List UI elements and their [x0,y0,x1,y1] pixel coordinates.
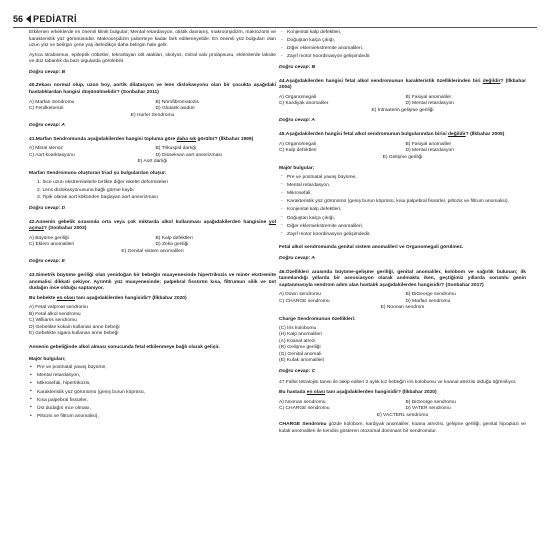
list-item: (R) Gelişme geriliği [279,345,321,351]
option: B) Kalp defektleri [155,235,193,241]
arrow-left-icon [26,15,31,23]
note-45: Fetal alkol sendromunda genital sistem anomalileri ve Organomegali görülmez. [279,245,464,251]
findings-list [29,365,276,421]
header-divider [13,27,537,28]
option: D) Disseksan aort anevrizması [155,152,223,158]
question-42: 42.Annenin gebelik sırasında orta veya çok miktarda alkol kullanması aşağıdakilerden hangisine yol açmaz? (Sonbahar 2003) [29,219,276,232]
option: E) Gebelikte sigara kullanan anne bebeği [29,331,119,337]
options-40 [29,100,276,120]
answer-key: Doğru cevap: E [29,259,65,265]
option: D) Zeka geriliği [155,242,189,248]
option: B) DiGeorge sendromu [405,292,456,298]
option: C) Kardiyak anomaliler [279,101,329,107]
option: A) Marfan Sendromu [29,99,75,105]
options-45 [279,142,526,162]
question-43-prompt: Bu bebekte en olası tanı aşağıdakilerden hangisidir? (İlkbahar 2020) [29,295,187,301]
question-47-prompt: Bu hastada en olası tanı aşağıdakilerden hangisidir? (İlkbahar 2020) [279,390,437,395]
list-item: - Mikrosefali, [279,191,526,198]
findings-list [279,175,526,239]
list-item: • Kısa palpebral fissürler, [29,398,276,405]
answer-key: Doğru cevap: B [279,65,316,71]
list-item: (E) Kulak anomalileri [279,358,325,364]
question-43: 43.Simetrik büyüme geriliği olan yenidoğan bir bebeğin muayenesinde hipertrikozis ve minör ekstremite anomalisi dikkati çekiyor. Ayrıntılı yüz muayenesinde; palpebral fissürün kısa, filtrumun silik ve üst dudağın ince olduğu saptanıyor. [29,272,276,292]
option: D) Mental retardasyon [405,148,454,154]
list-item: - Doğuştan kalça çıkığı, [279,216,526,223]
option: A) Mitral stenoz [29,146,63,152]
findings-heading: Majör bulguları; [29,356,66,362]
list-item: 1. İnce uzun ekstremitelerle birlikte diğer iskelet deformiteleri [37,179,169,185]
list-item: - Pre ve postnatal yavaş büyüme, [279,175,526,182]
option: B) Fetal alkol sendromu [29,311,81,317]
list-item: (C) İris kolobomu [279,325,317,331]
list-item: - Karakteristik yüz görünümü (geniş burun köprüsü, kısa palpebral fissürler, piltozis ve filtrum anomalisi), [279,199,526,206]
options-47 [279,400,526,420]
list-item: (H) Kalp anomalileri [279,332,322,338]
list-item: (A) Koanal atrezi [279,338,316,344]
option: C) Fenilketonüri [29,106,64,112]
question-45: 45.Aşağıdakilerden hangisi fetal alkol sendromunun bulgularından birisi değildir? (İlkbahar 2005) [279,131,505,137]
option: B) DiGeorge sendromu [405,399,456,405]
option: A) Fetal valproat sendromu [29,305,88,311]
triad-heading: Marfan Sendromunu oluşturan triad şu bulgulardan oluşur: [29,171,167,176]
option: B) Nörofibromatozis [155,99,199,105]
list-item: 2. Lens dislokasyonununa bağlı görme kaybı [37,187,134,193]
explanation-47: CHARGE Sendromu gözde kolobom, kardiyak anomaliler, koana atrezisi, gelişme geriliği, genital hipoplazi ve kulak anomalileri ile kendini gösteren otozomal dominant bir sendromdur. [279,422,526,434]
list-item: - Zayıf motor koordinasyon gelişimdedir. [279,54,526,61]
option: C) Kalp defektleri [279,148,317,154]
option: D) Marfan sendromu [405,298,451,304]
list-item: • Karakteristik yüz görünümü (geniş burun köprüsü, [29,390,276,397]
option: C) Williams sendromu [29,318,77,324]
option: A) Down sendromu [279,292,321,298]
answer-key: Doğru cevap: B [29,69,66,75]
list-item: - Diğer eklemiekstremite anomalileri, [279,224,526,231]
question-44: 44.Aşağıdakilerden hangisi fetal alkol sendromunun karakteristik özelliklerinden biri değildir? (İlkbahar 2004) [279,78,526,91]
question-46: 46.Özellikleri arasında büyüme-gelişme geriliği, genital anomaliler, kolobom ve sağırlık bulunan; ilk tanımlandığı yıllarda bir assosiasyon olarak anılmakta iken, geçtiğimiz yıllarda sorumlu genin saptanmasıyla sendrom adını alan hastalık aşağıdakilerden hangisidir? (Sonbahar 2017) [279,269,526,288]
list-item: (G) Genital anomali [279,351,322,357]
option: E) Noonan sendrom [380,305,425,311]
left-column [29,30,276,424]
list-item: - Konjenital kalp defektleri, [279,30,526,37]
findings-heading: Majör bulgular; [279,166,315,172]
options-42 [29,236,276,256]
question-47: 47.Fallot tetralojisi tanısı ile takip edilen 2 aylık kız bebeğin iris kolobomu ve koanal atrezisi olduğu öğreniliyor. [279,380,517,386]
option: E) İntrauterin gelişme geriliği [371,107,434,113]
list-item: - Doğuştan kalça çıkığı, [279,38,526,45]
question-41: 41.Marfan Sendromunda aşağıdakilerden hangisi topluma göre daha sık görülür? (İlkbahar 1999) [29,136,254,142]
option: D) Gebelikte kokain kullanan anne bebeği [29,324,120,330]
triad-list [29,180,276,202]
list-item: • Üst dudağın ince olması, [29,406,276,413]
intro-paragraph: Etkilenen erkeklerde en önemli klinik bulgular; Mental retardasyon, otistik davranış, makroorşidizm, makrozomi ve karakteristik yüz görünüsüdür. Makroorşidizm puberteye kadar fark edilemeyebilir. En önemli yüz bulguları olan uzun yüz ve belirgin çene yaş ilerledikçe daha belirgin hale gelir. [29,30,276,49]
list-item: 3. Tipik olarak aort kökünden başlayan aort anevrizması [37,195,158,201]
right-column [279,30,526,438]
page-header [13,12,537,26]
list-item: - Konjenital kalp defektleri, [279,207,526,214]
options-43 [29,305,276,338]
list-item: • Mental retardasyon, [29,373,276,380]
option: B) Fasiyal anomaliler [405,94,452,100]
options-44 [279,95,526,115]
section-title: PEDİATRİ [33,13,77,24]
charge-list [279,326,526,365]
answer-key: Doğru cevap: D [29,206,66,212]
option: E) Aort darlığı [137,159,168,165]
option: D) VATER sendromu [405,406,451,412]
options-41 [29,146,276,166]
list-item: - Diğer eklemiekstremite anomalileri, [279,46,526,53]
option: C) Eklem anomalileri [29,242,75,248]
answer-key: Doğru cevap: C [279,368,316,374]
question-40: 40.Zekası normal olup, uzun boy, aortik dilatasyon ve lens dislokasyonu olan bir çocukta aşağıdaki hastalıklardan hangisi düşünülmelidir? (Sonbahar 2011) [29,83,276,95]
page-number: 56 [13,13,24,24]
option: A) Organomegali [279,141,316,147]
option: B) Fasiyal anomaliler [405,141,452,147]
list-item: • Mikrosefali, hipertrikozis, [29,381,276,388]
option: C) CHARGE sendromu [279,298,330,304]
explanation-43: Annenin gebeliğinde alkol alması sonucunda fetal etkilenmeye bağlı olarak gelişir. [29,345,220,351]
option: B) Trikuspid darlığı [155,146,197,152]
list-item: • Piltozis ve filtrum anomalisi), [29,414,276,421]
option: D) Mental retardasyon [405,101,454,107]
options-46 [279,292,526,312]
option: A) Organomegali [279,94,316,100]
list-item: - Mental retardasyon, [279,183,526,190]
option: D) Glutarik asidüri [155,106,195,112]
option: E) Gelişme geriliği [382,154,423,160]
continued-findings-list [279,30,526,61]
option: E) Genital sistem anomalileri [121,248,184,254]
intro-paragraph: Ayrıca strabismus, epileptik nöbetler, tekrarlayan otit atakları, skolyoz, mitral valv prolapsusu, eklemlerde laksite ve düz tabanlık da bazı olgularda görülebilir. [29,52,276,65]
answer-key: Doğru cevap: A [279,118,315,124]
option: C) Aort koarktasyonu [29,152,75,158]
list-item: • Pre ve postnatal yavaş büyüme, [29,365,276,372]
option: A) Büyüme geriliği [29,235,69,241]
list-item: - Zayıf motor koordinasyon gelişimdedir. [279,232,526,239]
option: A) Noonan sendromu [279,399,326,405]
charge-heading: Charge Sendromunun özellikleri: [279,316,356,322]
answer-key: Doğru cevap: A [29,123,65,129]
option: E) Hurler Sendromu [130,112,175,118]
option: C) CHARGE sendromu [279,406,330,412]
option: E) VACTERL sendromu [376,412,429,418]
answer-key: Doğru cevap: A [279,256,315,261]
